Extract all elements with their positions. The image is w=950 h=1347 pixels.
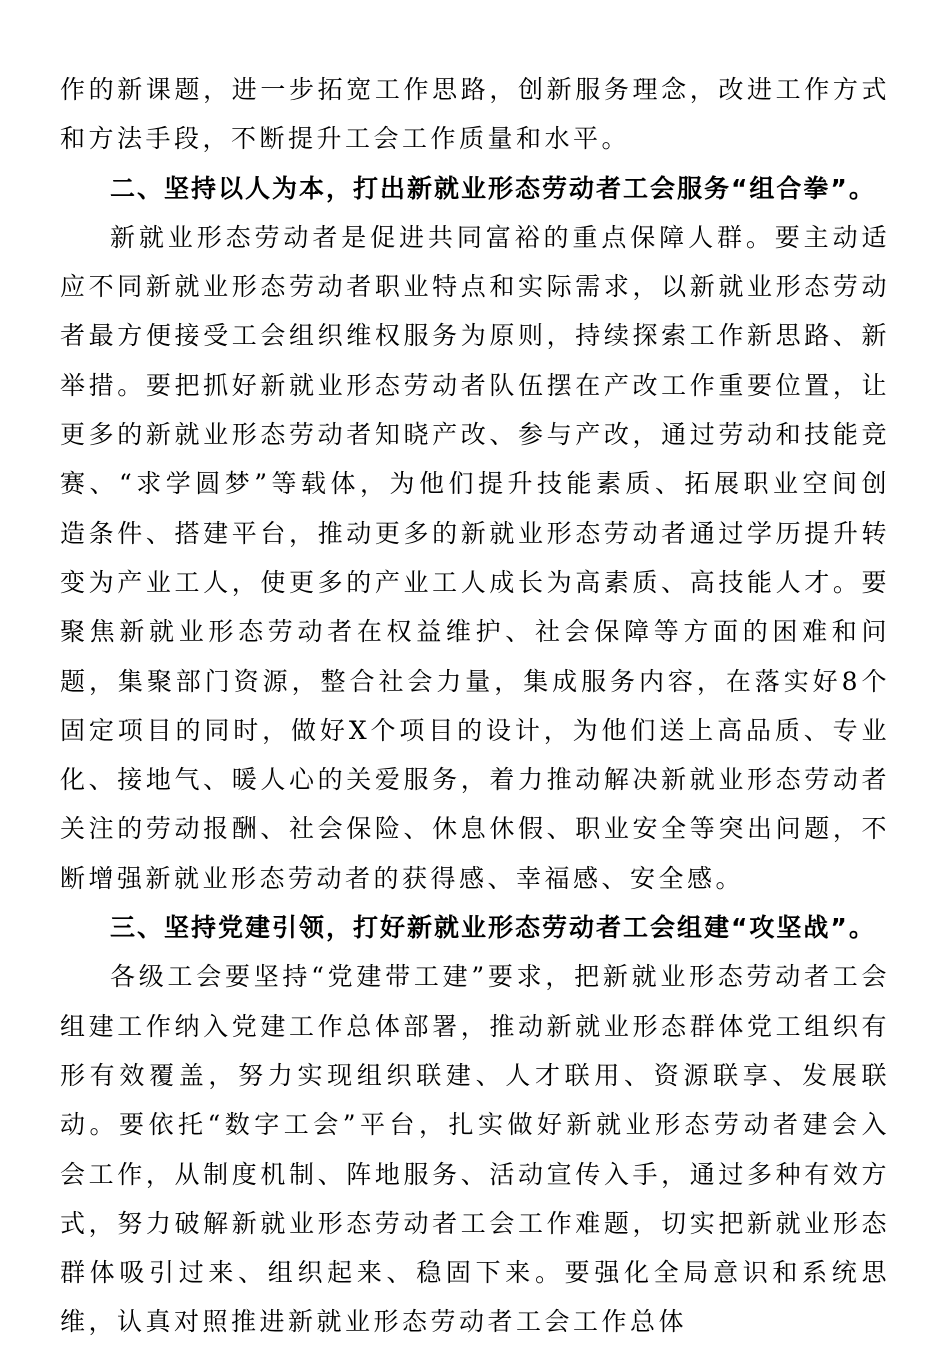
section-heading-3: 三、坚持党建引领，打好新就业形态劳动者工会组建“攻坚战”。 [110, 913, 876, 943]
paragraph-section-2: 新就业形态劳动者是促进共同富裕的重点保障人群。要主动适应不同新就业形态劳动者职业特点和实际需求，以新就业形态劳动者最方便接受工会组织维权服务为原则，持续探索工作新思路、新举措。要把抓好新就业形态劳动者队伍摆在产改工作重要位置，让更多的新就业形态劳动者知晓产改、参与产改，通过劳动和技能竞赛、“求学圆梦”等载体，为他们提升技能素质、拓展职业空间创造条件、搭建平台，推动更多的新就业形态劳动者通过学历提升转变为产业工人，使更多的产业工人成长为高素质、高技能人才。要聚焦新就业形态劳动者在权益维护、社会保障等方面的困难和问题，集聚部门资源，整合社会力量，集成服务内容，在落实好8个固定项目的同时，做好X个项目的设计，为他们送上高品质、专业化、接地气、暖人心的关爱服务，着力推动解决新就业形态劳动者关注的劳动报酬、社会保险、休息休假、职业安全等突出问题，不断增强新就业形态劳动者的获得感、幸福感、安全感。 [60, 222, 890, 893]
paragraph-continuation: 作的新课题，进一步拓宽工作思路，创新服务理念，改进工作方式和方法手段，不断提升工会工作质量和水平。 [60, 75, 890, 154]
section-heading-2: 二、坚持以人为本，打出新就业形态劳动者工会服务“组合拳”。 [110, 173, 876, 203]
document-body [60, 65, 890, 1347]
paragraph-section-3: 各级工会要坚持“党建带工建”要求，把新就业形态劳动者工会组建工作纳入党建工作总体部署，推动新就业形态群体党工组织有形有效覆盖，努力实现组织联建、人才联用、资源联享、发展联动。要依托“数字工会”平台，扎实做好新就业形态劳动者建会入会工作，从制度机制、阵地服务、活动宣传入手，通过多种有效方式，努力破解新就业形态劳动者工会工作难题，切实把新就业形态群体吸引过来、组织起来、稳固下来。要强化全局意识和系统思维，认真对照推进新就业形态劳动者工会工作总体 [60, 962, 890, 1337]
